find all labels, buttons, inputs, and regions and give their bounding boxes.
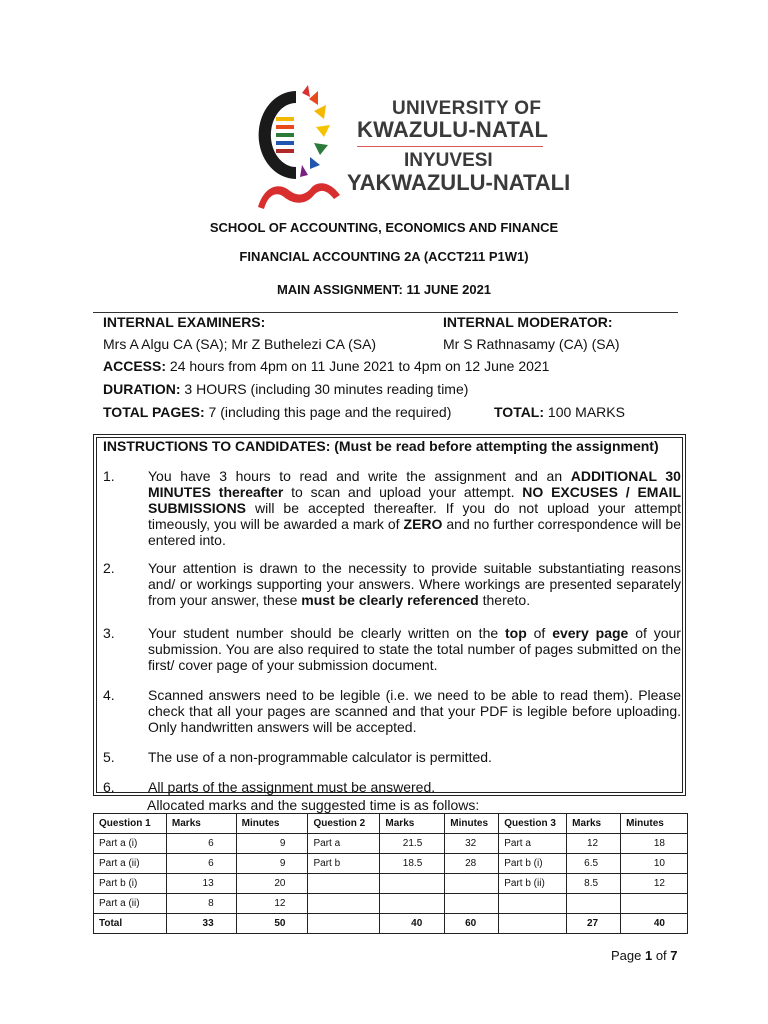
table-cell: 33: [166, 914, 236, 934]
table-cell: 6: [166, 834, 236, 854]
table-cell: [445, 894, 499, 914]
instruction-item-1: [148, 468, 681, 548]
page-of: of: [652, 948, 671, 963]
duration-label: DURATION:: [103, 381, 181, 397]
instruction-text: You have 3 hours to read and write the assignment and an: [148, 468, 571, 484]
instruction-number: 4.: [103, 687, 115, 703]
table-cell: 6: [166, 854, 236, 874]
instruction-bold: every page: [552, 625, 629, 641]
table-cell: Part a (ii): [94, 894, 167, 914]
table-cell: 60: [445, 914, 499, 934]
instruction-text: of your submission. You are also required to state the total number of pages submitted on the first/ cover page of your submission document.: [148, 625, 681, 673]
instruction-text: Your student number should be clearly written on the: [148, 625, 506, 641]
logo-divider: [357, 146, 543, 147]
total-value: 100 MARKS: [544, 404, 625, 420]
table-header-cell: Question 1: [94, 814, 167, 834]
table-header-cell: Question 3: [499, 814, 567, 834]
table-header-cell: Minutes: [621, 814, 688, 834]
table-cell: [567, 894, 621, 914]
examiners-label: INTERNAL EXAMINERS:: [103, 314, 266, 330]
logo-text-kwazulu-natal: KWAZULU-NATAL: [357, 117, 549, 142]
table-header-cell: Question 2: [308, 814, 380, 834]
instruction-text: Your attention is drawn to the necessity to provide suitable substantiating reasons and/ or workings supporting your answers. Where workings are presented separately from your answer, these: [148, 560, 681, 608]
examiners-names: Mrs A Algu CA (SA); Mr Z Buthelezi CA (SA): [103, 336, 377, 352]
page-prefix: Page: [611, 948, 645, 963]
moderator-name: Mr S Rathnasamy (CA) (SA): [443, 336, 620, 352]
instruction-text: The use of a non-programmable calculator is permitted.: [148, 749, 492, 765]
instruction-number: 2.: [103, 560, 115, 576]
instruction-item-2: [148, 560, 681, 608]
table-cell: 12: [236, 894, 308, 914]
moderator-label: INTERNAL MODERATOR:: [443, 314, 613, 330]
table-header-cell: Marks: [380, 814, 445, 834]
instruction-text: will be accepted thereafter. If you do not upload your attempt timeously, you will be awarded a mark of: [148, 500, 681, 532]
table-cell: 8.5: [567, 874, 621, 894]
logo-text-university-of: UNIVERSITY OF: [392, 98, 542, 119]
instruction-number: 1.: [103, 468, 115, 484]
duration-value: 3 HOURS (including 30 minutes reading time): [180, 381, 469, 397]
table-cell: 12: [621, 874, 688, 894]
table-cell: Part a (i): [94, 834, 167, 854]
logo-text-inyuvesi: INYUVESI: [404, 150, 493, 171]
table-cell: [621, 894, 688, 914]
table-cell: Part a (ii): [94, 854, 167, 874]
school-title: SCHOOL OF ACCOUNTING, ECONOMICS AND FINANCE: [209, 220, 559, 235]
assignment-title: MAIN ASSIGNMENT: 11 JUNE 2021: [276, 282, 492, 297]
instruction-bold: top: [505, 625, 527, 641]
table-cell: 9: [236, 854, 308, 874]
access-value: 24 hours from 4pm on 11 June 2021 to 4pm on 12 June 2021: [166, 358, 550, 374]
table-cell: 9: [236, 834, 308, 854]
instruction-item-6: [148, 779, 681, 795]
table-row: [94, 854, 688, 874]
table-cell: [308, 894, 380, 914]
table-cell: 21.5: [380, 834, 445, 854]
university-logo-mark: [254, 83, 344, 211]
table-cell: 6.5: [567, 854, 621, 874]
table-cell: 20: [236, 874, 308, 894]
table-cell: 8: [166, 894, 236, 914]
instruction-item-4: [148, 687, 681, 735]
instruction-number: 3.: [103, 625, 115, 641]
table-cell: [380, 894, 445, 914]
allocation-note: Allocated marks and the suggested time is as follows:: [147, 797, 480, 813]
table-cell: Part b (ii): [499, 874, 567, 894]
instruction-text: All parts of the assignment must be answered.: [148, 779, 436, 795]
instruction-text: and no further correspondence will be entered into.: [148, 516, 681, 548]
pages-line: [103, 404, 451, 420]
header-rule: [93, 312, 678, 313]
table-cell: [380, 874, 445, 894]
table-total-row: [94, 914, 688, 934]
table-row: [94, 834, 688, 854]
table-header-cell: Marks: [166, 814, 236, 834]
pages-value: 7 (including this page and the required): [204, 404, 452, 420]
table-cell: Part b: [308, 854, 380, 874]
table-cell: 40: [621, 914, 688, 934]
table-cell: 18.5: [380, 854, 445, 874]
table-cell: 10: [621, 854, 688, 874]
instruction-bold: must be clearly referenced: [301, 592, 479, 608]
table-row: [94, 894, 688, 914]
instruction-text: Scanned answers need to be legible (i.e. we need to be able to read them). Please check that all your pages are scanned and that your PDF is legible before uploading. Only handwritten answers will be accepted.: [148, 687, 681, 735]
instruction-item-3: [148, 625, 681, 673]
table-cell: Part b (i): [499, 854, 567, 874]
table-cell: [499, 894, 567, 914]
instruction-text: to scan and upload your attempt.: [283, 484, 523, 500]
instruction-number: 6.: [103, 779, 115, 795]
table-cell: 28: [445, 854, 499, 874]
table-cell: 40: [380, 914, 445, 934]
total-line: [494, 404, 625, 420]
table-cell: Part a: [499, 834, 567, 854]
table-cell: Part b (i): [94, 874, 167, 894]
marks-allocation-table: [93, 813, 688, 934]
table-cell: Part a: [308, 834, 380, 854]
instruction-bold: ADDITIONAL 30 MINUTES thereafter: [148, 468, 681, 500]
table-cell: 32: [445, 834, 499, 854]
table-cell: 12: [567, 834, 621, 854]
pages-label: TOTAL PAGES:: [103, 404, 205, 420]
duration-line: [103, 381, 468, 397]
table-cell: Total: [94, 914, 167, 934]
instruction-bold: NO EXCUSES / EMAIL SUBMISSIONS: [148, 484, 681, 516]
table-cell: [308, 874, 380, 894]
table-cell: [499, 914, 567, 934]
instruction-item-5: [148, 749, 681, 765]
table-header-cell: Minutes: [445, 814, 499, 834]
table-cell: [308, 914, 380, 934]
instruction-bold: ZERO: [403, 516, 443, 532]
table-cell: 18: [621, 834, 688, 854]
table-row: [94, 874, 688, 894]
table-header-cell: Marks: [567, 814, 621, 834]
table-cell: 50: [236, 914, 308, 934]
total-label: TOTAL:: [494, 404, 545, 420]
table-cell: [445, 874, 499, 894]
table-cell: 13: [166, 874, 236, 894]
instruction-text: thereto.: [478, 592, 531, 608]
page-current: 1: [644, 948, 653, 963]
page-number: [611, 948, 678, 963]
course-title: FINANCIAL ACCOUNTING 2A (ACCT211 P1W1): [239, 249, 529, 264]
instructions-title: INSTRUCTIONS TO CANDIDATES: (Must be read before attempting the assignment): [103, 438, 659, 454]
table-header-cell: Minutes: [236, 814, 308, 834]
instruction-text: of: [526, 625, 553, 641]
instruction-number: 5.: [103, 749, 115, 765]
access-label: ACCESS:: [103, 358, 167, 374]
page-total: 7: [670, 948, 678, 963]
table-header-row: [94, 814, 688, 834]
table-cell: 27: [567, 914, 621, 934]
logo-text-yakwazulu-natali: YAKWAZULU-NATALI: [347, 170, 571, 195]
access-line: [103, 358, 549, 374]
